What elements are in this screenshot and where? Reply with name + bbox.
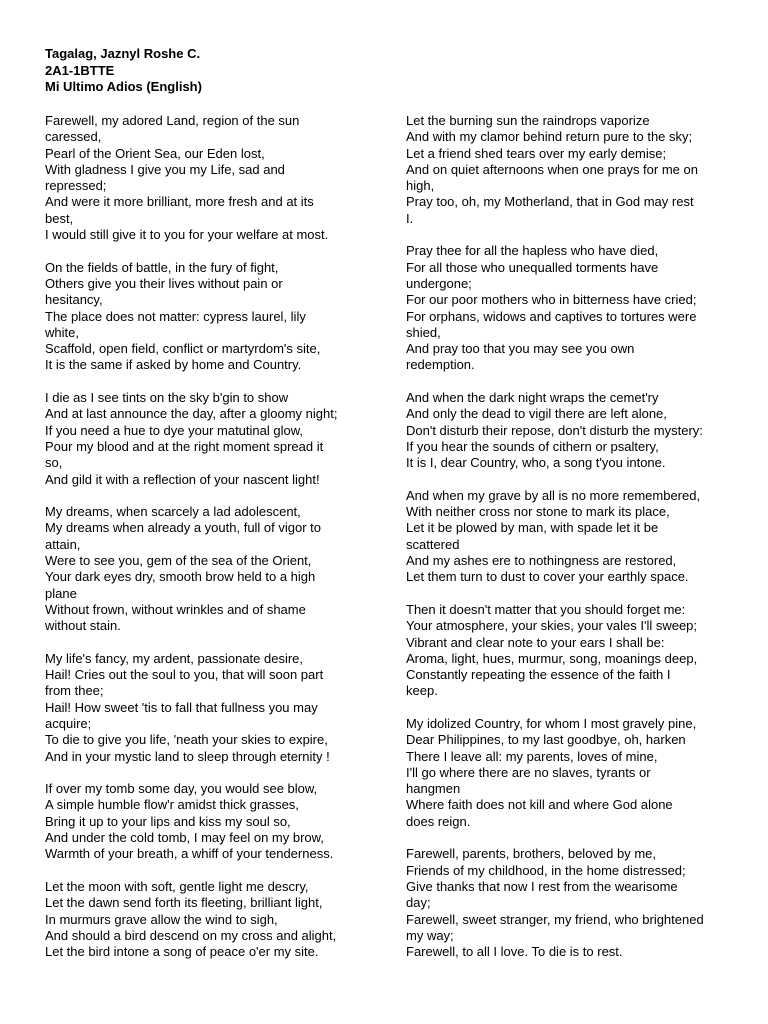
poem-line: And with my clamor behind return pure to the sky;	[406, 129, 693, 145]
poem-line: Let the dawn send forth its fleeting, brilliant light,	[45, 895, 323, 911]
poem-line: Pearl of the Orient Sea, our Eden lost,	[45, 145, 265, 161]
poem-line: Bring it up to your lips and kiss my soul so,	[45, 813, 291, 829]
poem-line: Without frown, without wrinkles and of shame	[45, 601, 306, 617]
poem-line: Let the burning sun the raindrops vaporize	[406, 113, 650, 128]
stanza	[406, 390, 726, 471]
poem-line: Warmth of your breath, a whiff of your tenderness.	[45, 846, 334, 862]
stanza	[45, 504, 365, 634]
poem-line: Friends of my childhood, in the home distressed;	[406, 862, 686, 878]
stanza	[45, 781, 365, 862]
poem-line: Let a friend shed tears over my early demise;	[406, 145, 667, 161]
poem-line: undergone;	[406, 275, 472, 291]
stanza	[45, 260, 365, 374]
poem-line: There I leave all: my parents, loves of mine,	[406, 748, 658, 764]
poem-line: Let the bird intone a song of peace o'er my site.	[45, 944, 319, 960]
poem-line: If over my tomb some day, you would see blow,	[45, 781, 318, 797]
poem-line: without stain.	[45, 618, 121, 634]
poem-line: Hail! Cries out the soul to you, that will soon part	[45, 667, 324, 683]
poem-line: acquire;	[45, 715, 92, 731]
poem-title: Mi Ultimo Adios (English)	[45, 79, 202, 94]
poem-line: Don't disturb their repose, don't disturb the mystery:	[406, 422, 703, 438]
poem-line: shied,	[406, 324, 441, 340]
poem-line: For all those who unequalled torments have	[406, 259, 659, 275]
poem-line: And when the dark night wraps the cemet'ry	[406, 390, 659, 406]
poem-line: does reign.	[406, 813, 471, 829]
poem-line: And should a bird descend on my cross and alight,	[45, 927, 337, 943]
poem-line: Where faith does not kill and where God alone	[406, 797, 673, 813]
poem-line: And were it more brilliant, more fresh and at its	[45, 194, 314, 210]
poem-line: Others give you their lives without pain or	[45, 275, 283, 291]
poem-line: white,	[45, 324, 79, 340]
poem-line: To die to give you life, 'neath your skies to expire,	[45, 732, 328, 748]
poem-line: And only the dead to vigil there are left alone,	[406, 406, 667, 422]
poem-line: If you hear the sounds of cithern or psaltery,	[406, 438, 659, 454]
poem-line: attain,	[45, 536, 81, 552]
poem-line: My dreams, when scarcely a lad adolescent,	[45, 504, 301, 520]
poem-line: Scaffold, open field, conflict or martyrdom's site,	[45, 341, 321, 357]
poem-line: And in your mystic land to sleep through eternity !	[45, 748, 330, 764]
poem-line: With gladness I give you my Life, sad and	[45, 161, 285, 177]
poem-line: from thee;	[45, 683, 104, 699]
author-name: Tagalag, Jaznyl Roshe C.	[45, 46, 201, 61]
poem-line: Constantly repeating the essence of the faith I	[406, 667, 671, 683]
poem-line: Let it be plowed by man, with spade let it be	[406, 520, 659, 536]
poem-line: hesitancy,	[45, 292, 103, 308]
poem-line: Your dark eyes dry, smooth brow held to a high	[45, 569, 316, 585]
poem-line: And pray too that you may see you own	[406, 341, 635, 357]
poem-line: On the fields of battle, in the fury of fight,	[45, 259, 279, 275]
poem-line: I would still give it to you for your welfare at most.	[45, 227, 329, 243]
poem-line: Aroma, light, hues, murmur, song, moanings deep,	[406, 650, 698, 666]
poem-line: Let the moon with soft, gentle light me descry,	[45, 878, 309, 894]
poem-line: Farewell, to all I love. To die is to rest.	[406, 944, 623, 960]
poem-line: It is I, dear Country, who, a song t'you intone.	[406, 455, 666, 471]
poem-line: And under the cold tomb, I may feel on my brow,	[45, 830, 324, 846]
document-header	[45, 46, 202, 96]
poem-line: With neither cross nor stone to mark its place,	[406, 504, 670, 520]
poem-line: keep.	[406, 683, 438, 699]
poem-line: For orphans, widows and captives to tortures were	[406, 308, 697, 324]
poem-line: If you need a hue to dye your matutinal glow,	[45, 422, 304, 438]
stanza	[406, 716, 726, 830]
poem-line: For our poor mothers who in bitterness have cried;	[406, 292, 697, 308]
poem-line: my way;	[406, 927, 454, 943]
stanza	[406, 488, 726, 586]
stanza	[45, 113, 365, 243]
poem-line: best,	[45, 210, 74, 226]
poem-line: Were to see you, gem of the sea of the Orient,	[45, 553, 312, 569]
poem-line: Farewell, parents, brothers, beloved by me,	[406, 846, 657, 862]
poem-line: And when my grave by all is no more remembered,	[406, 487, 701, 503]
poem-line: And my ashes ere to nothingness are restored,	[406, 553, 677, 569]
poem-line: Farewell, sweet stranger, my friend, who brightened	[406, 911, 704, 927]
poem-line: Pray too, oh, my Motherland, that in God may rest	[406, 194, 694, 210]
poem-line: so,	[45, 455, 63, 471]
poem-line: I.	[406, 210, 414, 226]
poem-line: caressed,	[45, 129, 102, 145]
poem-line: My idolized Country, for whom I most gravely pine,	[406, 715, 697, 731]
stanza	[45, 390, 365, 488]
class-section: 2A1-1BTTE	[45, 62, 115, 78]
poem-line: high,	[406, 178, 435, 194]
poem-column-left	[45, 113, 365, 977]
poem-line: Hail! How sweet 'tis to fall that fullness you may	[45, 699, 318, 715]
stanza	[406, 846, 726, 960]
poem-line: A simple humble flow'r amidst thick grasses,	[45, 797, 299, 813]
poem-column-right	[406, 113, 726, 977]
stanza	[406, 602, 726, 700]
poem-line: And on quiet afternoons when one prays for me on	[406, 161, 698, 177]
poem-line: In murmurs grave allow the wind to sigh,	[45, 911, 278, 927]
poem-line: Your atmosphere, your skies, your vales I'll sweep;	[406, 618, 698, 634]
poem-line: Pray thee for all the hapless who have died,	[406, 243, 659, 259]
poem-line: repressed;	[45, 178, 107, 194]
poem-line: I die as I see tints on the sky b'gin to show	[45, 390, 289, 406]
stanza	[45, 879, 365, 960]
poem-line: Then it doesn't matter that you should forget me:	[406, 601, 686, 617]
poem-line: scattered	[406, 536, 460, 552]
poem-line: Farewell, my adored Land, region of the sun	[45, 113, 300, 128]
poem-line: My dreams when already a youth, full of vigor to	[45, 520, 322, 536]
stanza	[406, 113, 726, 227]
poem-line: And at last announce the day, after a gloomy night;	[45, 406, 338, 422]
stanza	[406, 243, 726, 373]
poem-line: Dear Philippines, to my last goodbye, oh, harken	[406, 732, 686, 748]
poem-line: plane	[45, 585, 77, 601]
poem-line: redemption.	[406, 357, 475, 373]
stanza	[45, 651, 365, 765]
poem-line: My life's fancy, my ardent, passionate desire,	[45, 650, 304, 666]
poem-line: I'll go where there are no slaves, tyrants or	[406, 764, 651, 780]
poem-line: hangmen	[406, 781, 461, 797]
poem-line: Vibrant and clear note to your ears I shall be:	[406, 634, 665, 650]
poem-line: It is the same if asked by home and Country.	[45, 357, 302, 373]
poem-line: Let them turn to dust to cover your earthly space.	[406, 569, 689, 585]
poem-line: The place does not matter: cypress laurel, lily	[45, 308, 306, 324]
poem-line: day;	[406, 895, 431, 911]
poem-line: And gild it with a reflection of your nascent light!	[45, 471, 320, 487]
poem-line: Pour my blood and at the right moment spread it	[45, 438, 324, 454]
poem-line: Give thanks that now I rest from the wearisome	[406, 878, 678, 894]
